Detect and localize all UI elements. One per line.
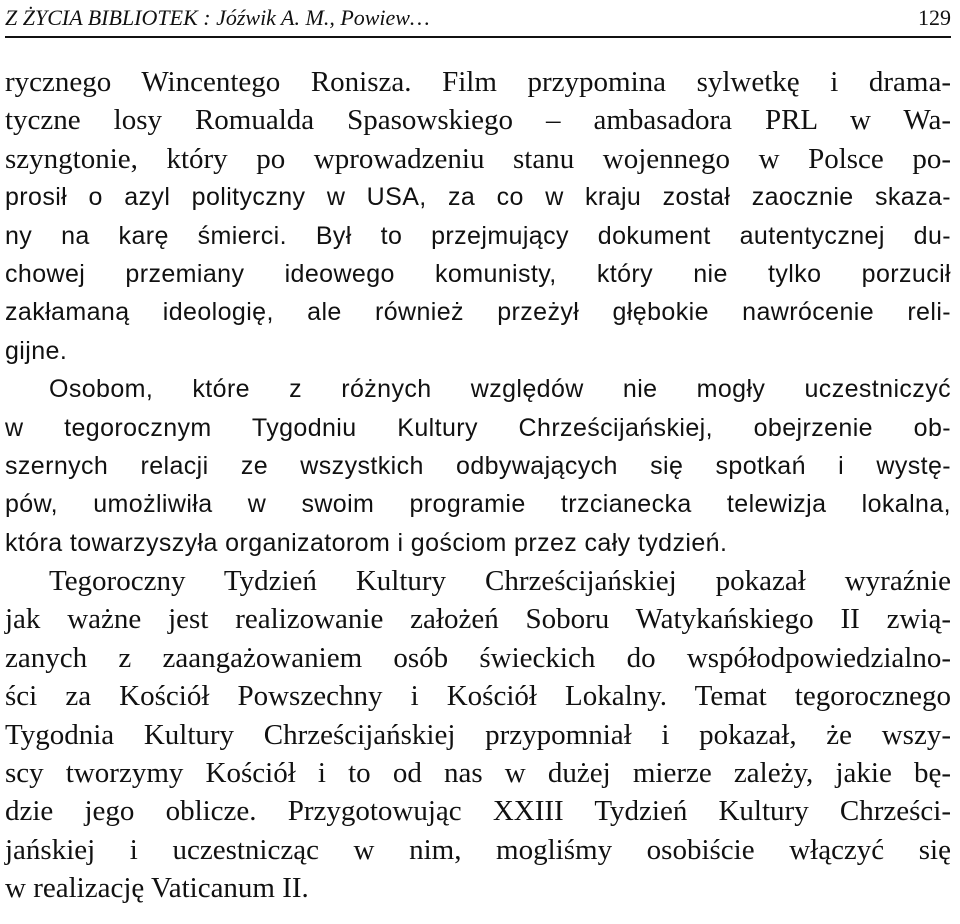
document-page (5, 0, 951, 924)
text-line: zakłamaną ideologię, ale również przeżył głębokie nawrócenie reli- (5, 298, 951, 327)
text-line: szernych relacji ze wszystkich odbywających się spotkań i wystę- (5, 451, 951, 480)
text-line: tyczne losy Romualda Spasowskiego – ambasadora PRL w Wa- (5, 104, 951, 137)
page-number: 129 (918, 5, 951, 30)
paragraph-first-line: Tegoroczny Tydzień Kultury Chrześcijańskiej pokazał wyraźnie (49, 565, 951, 598)
text-line: rycznego Wincentego Ronisza. Film przypomina sylwetkę i drama- (5, 66, 951, 98)
text-line: jak ważne jest realizowanie założeń Soboru Watykańskiego II zwią- (5, 603, 951, 636)
text-line: ści za Kościół Powszechny i Kościół Lokalny. Temat tegorocznego (5, 680, 951, 713)
text-line: Tygodnia Kultury Chrześcijańskiej przypomniał i pokazał, że wszy- (5, 718, 951, 751)
body-text (5, 63, 951, 908)
running-header (5, 0, 951, 38)
text-line: chowej przemiany ideowego komunisty, który nie tylko porzucił (5, 259, 951, 288)
text-line: która towarzyszyła organizatorom i gościom przez cały tydzień. (5, 528, 728, 557)
text-line: ny na karę śmierci. Był to przejmujący dokument autentycznej du- (5, 221, 951, 250)
text-line: w tegorocznym Tygodniu Kultury Chrześcijańskiej, obejrzenie ob- (5, 413, 951, 442)
text-line: szyngtonie, który po wprowadzeniu stanu wojennego w Polsce po- (5, 142, 951, 175)
text-line: scy tworzymy Kościół i to od nas w dużej mierze zależy, jakie bę- (5, 757, 951, 790)
text-line: prosił o azyl polityczny w USA, za co w kraju został zaocznie skaza- (5, 183, 951, 212)
paragraph-first-line: Osobom, które z różnych względów nie mogły uczestniczyć (49, 375, 951, 404)
text-line: jańskiej i uczestnicząc w nim, mogliśmy osobiście włączyć się (5, 833, 951, 866)
text-line: zanych z zaangażowaniem osób świeckich do współodpowiedzialno- (5, 641, 951, 674)
running-title: Z ŻYCIA BIBLIOTEK : Jóźwik A. M., Powiew… (5, 5, 430, 30)
text-line: dzie jego oblicze. Przygotowując XXIII Tydzień Kultury Chrześci- (5, 795, 951, 828)
text-line: w realizację Vaticanum II. (5, 872, 309, 905)
text-line: pów, umożliwiła w swoim programie trzcianecka telewizja lokalna, (5, 490, 951, 519)
text-line: gijne. (5, 336, 68, 365)
